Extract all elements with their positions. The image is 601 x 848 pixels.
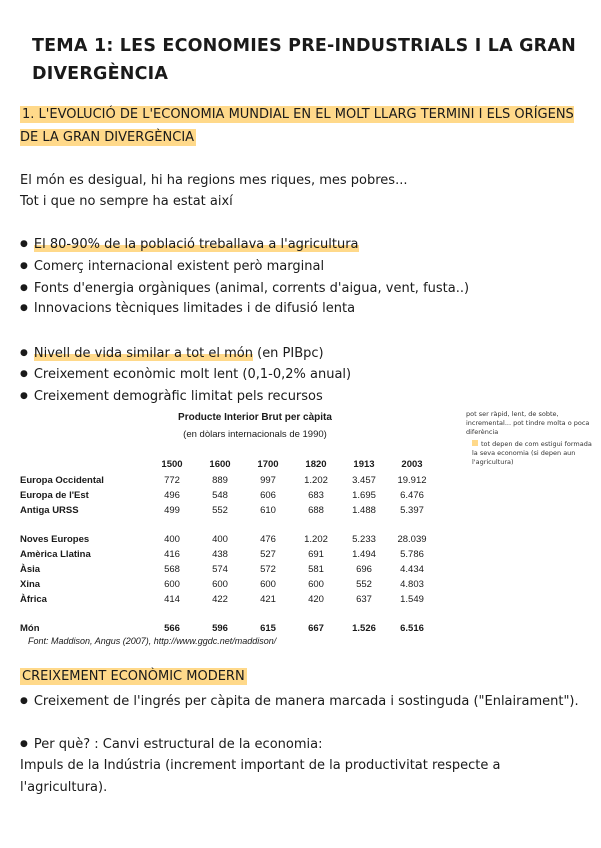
cell: 688 bbox=[308, 505, 324, 516]
cell: 696 bbox=[356, 564, 372, 575]
bullet-growth-text: Creixement econòmic molt lent (0,1-0,2% anual) bbox=[33, 367, 352, 382]
cell: 637 bbox=[356, 594, 372, 605]
year-header: 1700 bbox=[257, 458, 279, 470]
page-title: TEMA 1: LES ECONOMIES PRE-INDUSTRIALS I LA GRAN DIVERGÈNCIA bbox=[32, 36, 576, 84]
cell: 1.202 bbox=[304, 534, 328, 545]
table-title: Producte Interior Brut per càpita bbox=[178, 412, 332, 423]
table-row bbox=[20, 473, 436, 488]
cell: 438 bbox=[212, 549, 228, 560]
row-name: Àfrica bbox=[20, 594, 47, 605]
year-header: 1600 bbox=[209, 458, 231, 470]
bullet-why-text: Per què? : Canvi estructural de la economia: bbox=[33, 737, 323, 752]
row-name: Àsia bbox=[20, 564, 41, 575]
bullet-demography bbox=[20, 386, 580, 407]
cell: 566 bbox=[164, 623, 180, 634]
cell: 414 bbox=[164, 594, 180, 605]
cell: 400 bbox=[212, 534, 228, 545]
cell: 421 bbox=[260, 594, 276, 605]
handwritten-note-2 bbox=[472, 440, 592, 467]
cell: 667 bbox=[308, 623, 324, 634]
table-row bbox=[20, 547, 436, 562]
cell: 889 bbox=[212, 475, 228, 486]
bullet-growth bbox=[20, 364, 580, 385]
intro-line-1: El món es desigual, hi ha regions mes riques, mes pobres... bbox=[20, 173, 408, 188]
cell: 997 bbox=[260, 475, 276, 486]
cell: 552 bbox=[212, 505, 228, 516]
cell: 496 bbox=[164, 490, 180, 501]
cell: 615 bbox=[260, 623, 276, 634]
cell: 3.457 bbox=[352, 475, 376, 486]
handwritten-note-2-text: tot depen de com estigui formada la seva economia (si depen aun l'agricultura) bbox=[472, 440, 592, 466]
bullet-commerce bbox=[20, 256, 580, 277]
cell: 1.549 bbox=[400, 594, 424, 605]
note-marker-icon bbox=[472, 440, 478, 446]
bullet-living-standard-highlight: Nivell de vida similar a tot el món bbox=[33, 346, 253, 361]
cell: 1.202 bbox=[304, 475, 328, 486]
gdp-table bbox=[20, 455, 436, 636]
row-name: Món bbox=[20, 623, 40, 634]
cell: 5.786 bbox=[400, 549, 424, 560]
section-heading-1 bbox=[20, 103, 580, 149]
cell: 552 bbox=[356, 579, 372, 590]
year-header: 1500 bbox=[161, 458, 183, 470]
section-heading-1-text: 1. L'EVOLUCIÓ DE L'ECONOMIA MUNDIAL EN EL MOLT LLARG TERMINI I ELS ORÍGENS DE LA GRAN DIVERGÈNCIA bbox=[20, 107, 574, 145]
section-heading-2-text: CREIXEMENT ECONÒMIC MODERN bbox=[22, 669, 245, 684]
cell: 420 bbox=[308, 594, 324, 605]
cell: 499 bbox=[164, 505, 180, 516]
cell: 6.516 bbox=[400, 623, 424, 634]
bullet-why bbox=[20, 734, 580, 755]
cell: 683 bbox=[308, 490, 324, 501]
cell: 28.039 bbox=[397, 534, 427, 545]
cell: 691 bbox=[308, 549, 324, 560]
cell: 4.803 bbox=[400, 579, 424, 590]
cell: 572 bbox=[260, 564, 276, 575]
cell: 476 bbox=[260, 534, 276, 545]
cell: 5.233 bbox=[352, 534, 376, 545]
cell: 5.397 bbox=[400, 505, 424, 516]
cell: 400 bbox=[164, 534, 180, 545]
cell: 568 bbox=[164, 564, 180, 575]
year-header: 1913 bbox=[353, 458, 375, 470]
row-name: Antiga URSS bbox=[20, 505, 79, 516]
table-header-empty bbox=[20, 455, 148, 473]
table-row bbox=[20, 592, 436, 607]
table-header-row bbox=[20, 455, 436, 473]
bullet-modern-growth-text: Creixement de l'ingrés per càpita de manera marcada i sostinguda ("Enlairament"). bbox=[33, 694, 579, 709]
cell: 600 bbox=[260, 579, 276, 590]
table-spacer bbox=[20, 518, 436, 532]
cell: 610 bbox=[260, 505, 276, 516]
table-row-total bbox=[20, 621, 436, 636]
industry-paragraph: Impuls de la Indústria (increment important de la productivitat respecte a l'agricultura). bbox=[20, 758, 501, 795]
table-spacer bbox=[20, 607, 436, 621]
table-row bbox=[20, 532, 436, 547]
cell: 600 bbox=[164, 579, 180, 590]
table-row bbox=[20, 577, 436, 592]
bullet-demography-text: Creixement demogràfic limitat pels recursos bbox=[33, 389, 323, 404]
cell: 19.912 bbox=[397, 475, 427, 486]
intro-line-2: Tot i que no sempre ha estat així bbox=[20, 194, 233, 209]
table-subtitle: (en dòlars internacionals de 1990) bbox=[183, 429, 327, 440]
year-header: 2003 bbox=[401, 458, 423, 470]
bullet-modern-growth bbox=[20, 690, 580, 713]
cell: 772 bbox=[164, 475, 180, 486]
bullet-commerce-text: Comerç internacional existent però marginal bbox=[33, 259, 325, 274]
cell: 596 bbox=[212, 623, 228, 634]
cell: 527 bbox=[260, 549, 276, 560]
cell: 1.526 bbox=[352, 623, 376, 634]
cell: 600 bbox=[308, 579, 324, 590]
cell: 581 bbox=[308, 564, 324, 575]
row-name: Amèrica Llatina bbox=[20, 549, 91, 560]
bullet-energy bbox=[20, 278, 580, 299]
table-row bbox=[20, 503, 436, 518]
cell: 600 bbox=[212, 579, 228, 590]
row-name: Europa Occidental bbox=[20, 475, 104, 486]
bullet-living-standard bbox=[20, 343, 580, 364]
cell: 574 bbox=[212, 564, 228, 575]
table-source: Font: Maddison, Angus (2007), http://www.ggdc.net/maddison/ bbox=[28, 636, 277, 646]
table-row bbox=[20, 488, 436, 503]
bullet-agriculture-text: El 80-90% de la població treballava a l'agricultura bbox=[33, 237, 359, 252]
row-name: Europa de l'Est bbox=[20, 490, 89, 501]
cell: 1.494 bbox=[352, 549, 376, 560]
cell: 422 bbox=[212, 594, 228, 605]
cell: 1.695 bbox=[352, 490, 376, 501]
handwritten-note-1: pot ser ràpid, lent, de sobte, incremental... pot tindre molta o poca diferència bbox=[466, 410, 590, 436]
bullet-innovation-text: Innovacions tècniques limitades i de difusió lenta bbox=[33, 301, 356, 316]
cell: 416 bbox=[164, 549, 180, 560]
cell: 1.488 bbox=[352, 505, 376, 516]
row-name: Xina bbox=[20, 579, 41, 590]
cell: 6.476 bbox=[400, 490, 424, 501]
section-heading-2 bbox=[20, 665, 580, 688]
bullet-living-standard-rest: (en PIBpc) bbox=[252, 346, 324, 361]
bullet-innovation bbox=[20, 298, 580, 319]
cell: 4.434 bbox=[400, 564, 424, 575]
cell: 548 bbox=[212, 490, 228, 501]
row-name: Noves Europes bbox=[20, 534, 90, 545]
table-row bbox=[20, 562, 436, 577]
bullet-energy-text: Fonts d'energia orgàniques (animal, corrents d'aigua, vent, fusta..) bbox=[33, 281, 470, 296]
bullet-agriculture bbox=[20, 234, 580, 255]
cell: 606 bbox=[260, 490, 276, 501]
year-header: 1820 bbox=[305, 458, 327, 470]
